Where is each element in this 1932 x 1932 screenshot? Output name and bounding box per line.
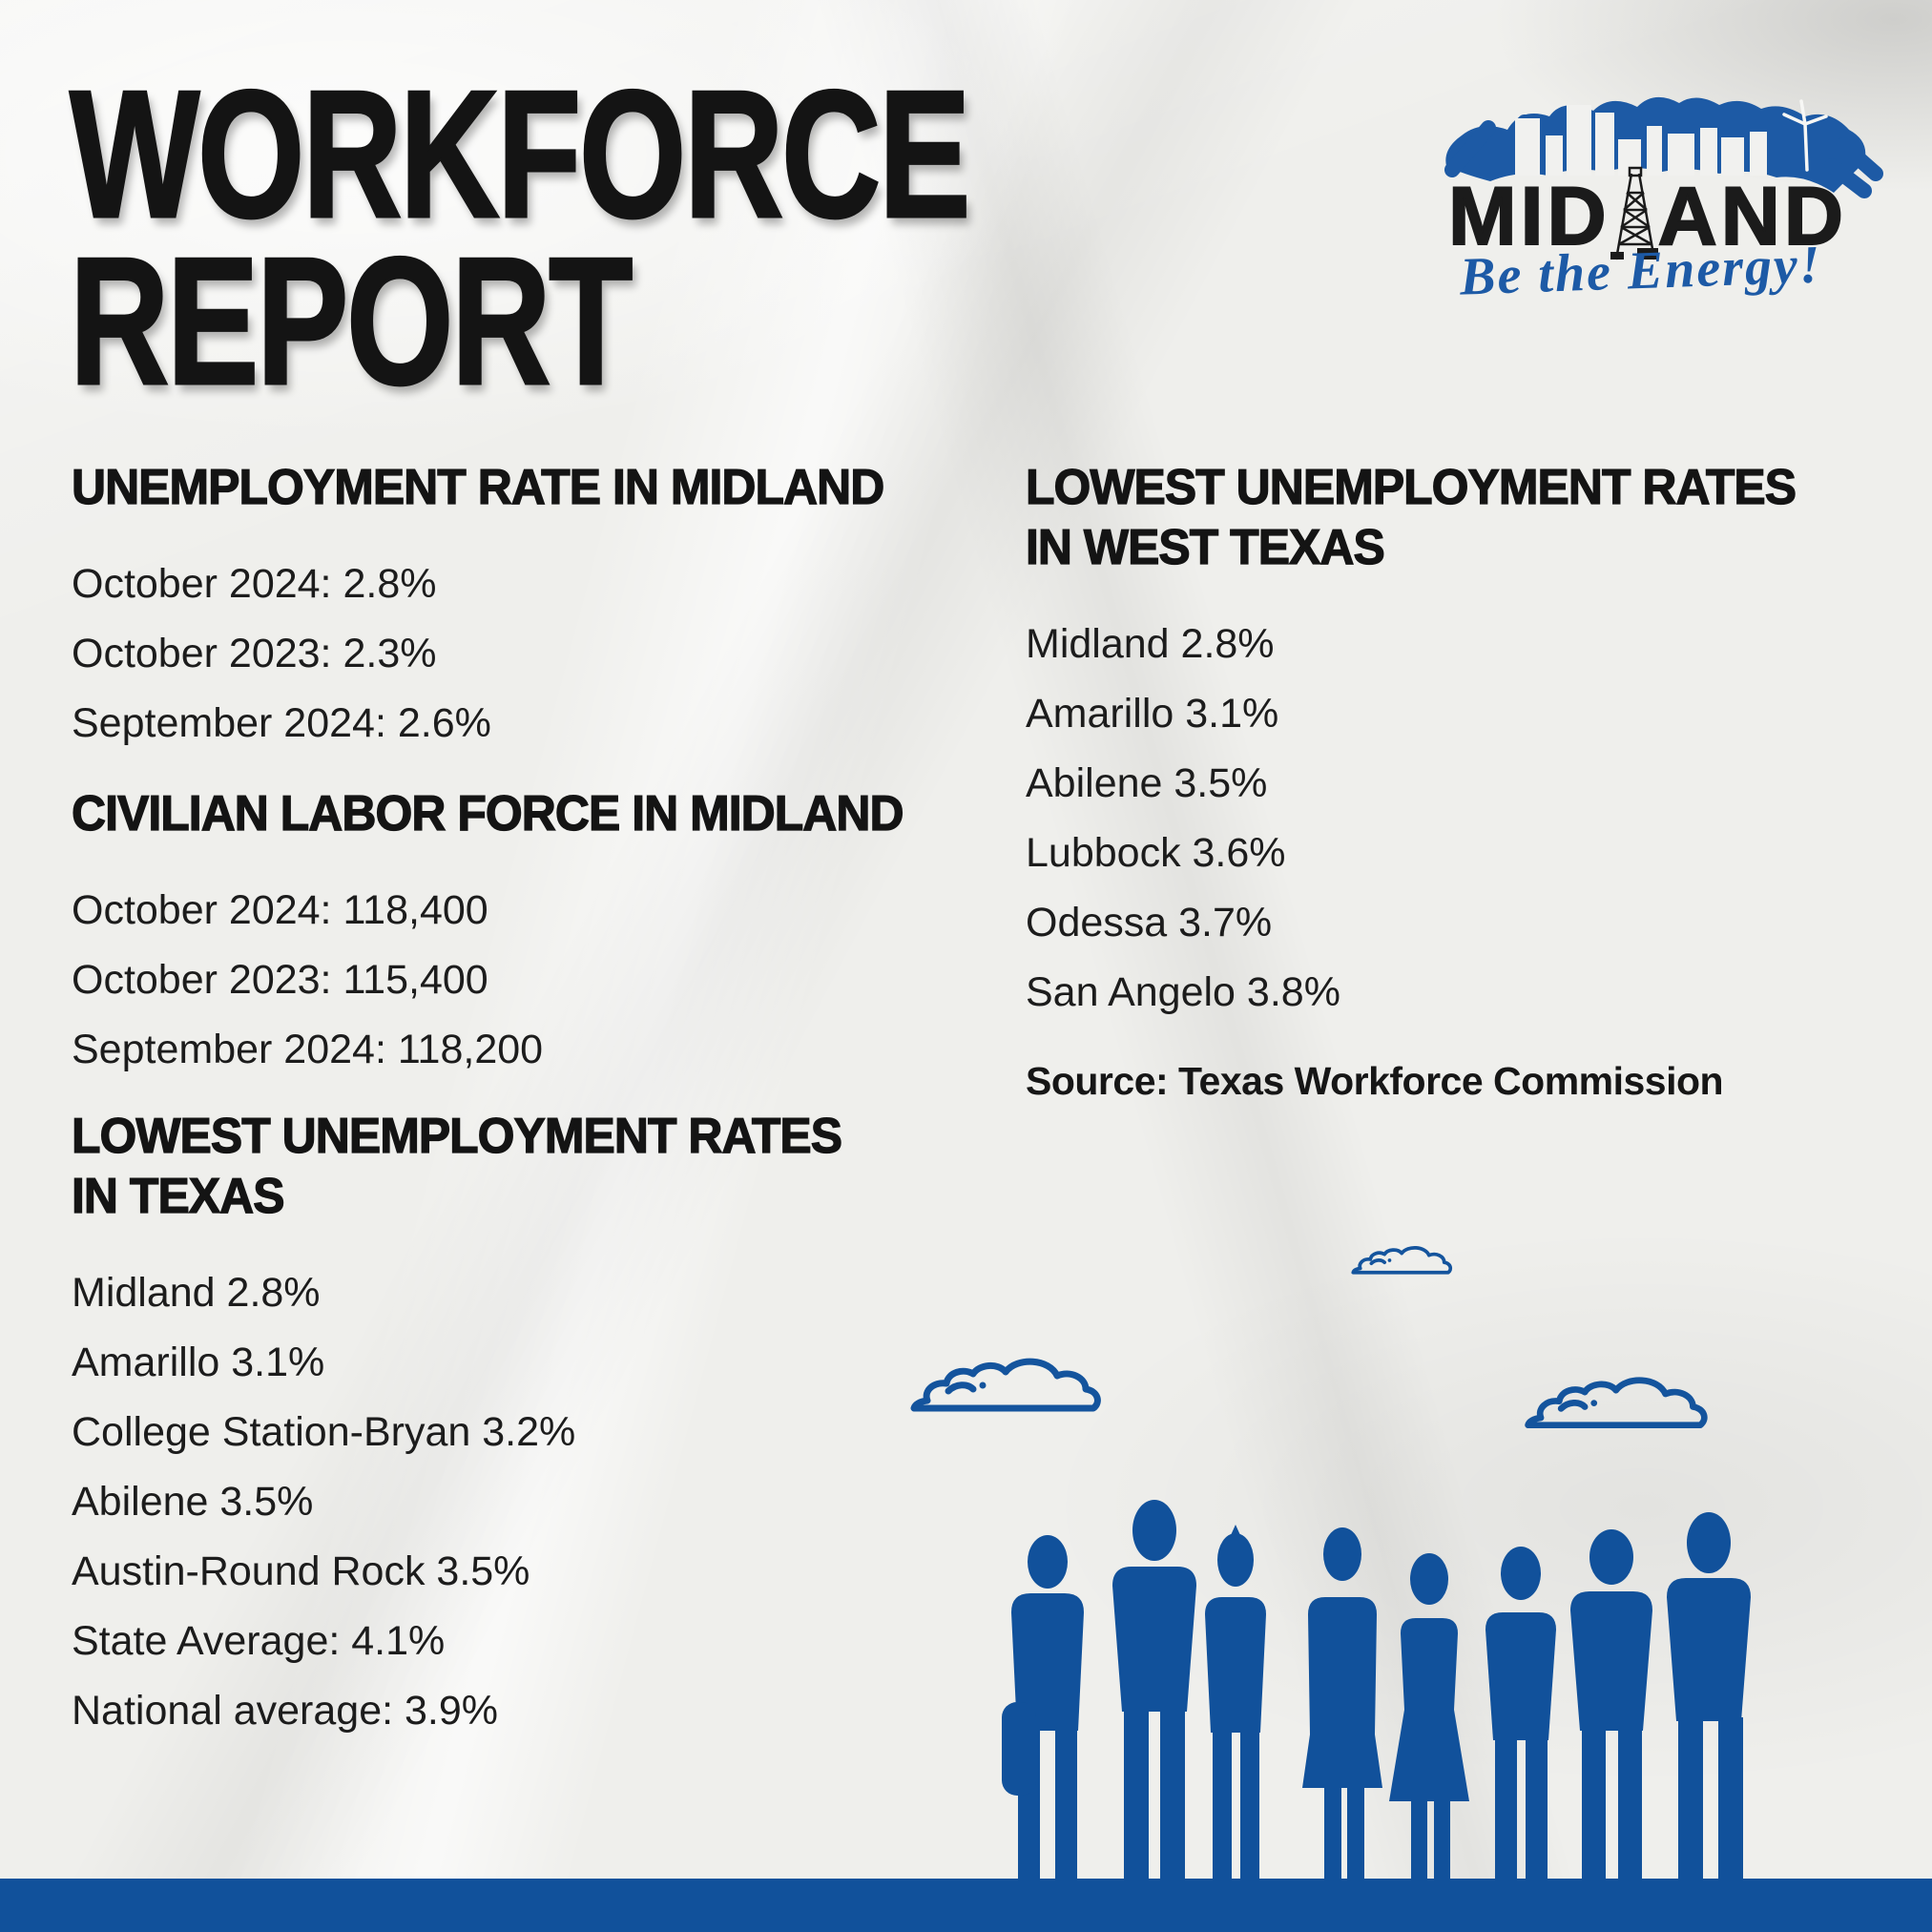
stat-list [72,876,978,1085]
report-line: October 2024: 2.8% [72,561,437,607]
report-line: October 2023: 2.3% [72,631,437,676]
cloud-icon [914,1361,1097,1408]
report-line: Amarillo 3.1% [72,1340,325,1385]
section-heading: UNEMPLOYMENT RATE IN MIDLAND [72,460,884,515]
page-title-line1: WORKFORCE [70,53,969,256]
stat-list [1026,610,1932,1028]
stat-list [72,1258,978,1746]
section-lowest-rates-west-texas [1026,458,1932,1028]
report-line: October 2024: 118,400 [72,887,488,933]
report-line: October 2023: 115,400 [72,957,488,1003]
clouds-illustration [897,1231,1727,1441]
report-line: Odessa 3.7% [1026,900,1273,945]
report-line: Lubbock 3.6% [1026,830,1286,876]
footer-bar [0,1879,1932,1932]
report-line: Abilene 3.5% [72,1479,314,1525]
source-note: Source: Texas Workforce Commission [1026,1059,1724,1103]
report-line: College Station-Bryan 3.2% [72,1409,576,1455]
report-line: Midland 2.8% [72,1270,321,1316]
section-heading: LOWEST UNEMPLOYMENT RATES IN WEST TEXAS [1026,460,1797,575]
section-lowest-rates-texas [72,1107,978,1746]
section-heading: LOWEST UNEMPLOYMENT RATES IN TEXAS [72,1109,842,1224]
section-unemployment-rate [72,458,978,758]
people-silhouette-icon [916,1469,1932,1880]
report-line: Midland 2.8% [1026,621,1275,667]
report-line: National average: 3.9% [72,1688,499,1734]
cloud-icon [1528,1381,1705,1425]
report-line: September 2024: 118,200 [72,1027,544,1072]
section-civilian-labor-force [72,784,978,1085]
report-line: State Average: 4.1% [72,1618,446,1664]
logo-word-start: MID [1448,171,1610,262]
logo-word-end: AND [1657,171,1847,262]
stat-list [72,550,978,758]
report-line: San Angelo 3.8% [1026,969,1340,1015]
section-heading: CIVILIAN LABOR FORCE IN MIDLAND [72,786,904,841]
page-title-line2: REPORT [70,220,632,423]
report-line: September 2024: 2.6% [72,700,491,746]
report-line: Amarillo 3.1% [1026,691,1279,737]
page-title [70,53,969,423]
logo-tagline: Be the Energy! [1459,235,1823,307]
midland-logo [1433,67,1901,307]
report-line: Abilene 3.5% [1026,760,1268,806]
cloud-icon [1353,1248,1450,1273]
report-line: Austin-Round Rock 3.5% [72,1548,530,1594]
